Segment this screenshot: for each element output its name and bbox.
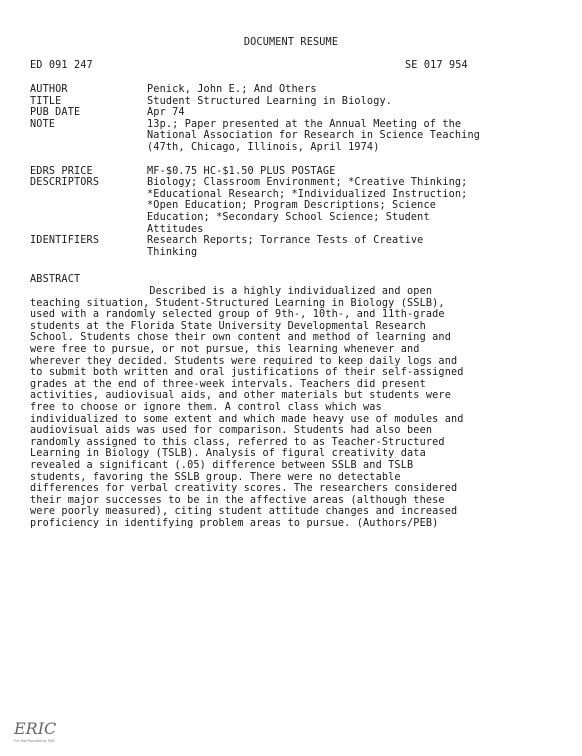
- field-value: [147, 96, 560, 108]
- field-label: EDRS PRICE: [30, 165, 93, 177]
- field-value-line: Thinking: [147, 246, 198, 258]
- ed-number: ED 091 247: [30, 60, 93, 71]
- abstract-line: students, favoring the SSLB group. There were no detectable: [30, 471, 401, 483]
- field-author: [30, 84, 560, 96]
- field-value: [147, 177, 560, 235]
- field-label: NOTE: [30, 118, 56, 130]
- field-value-line: Attitudes: [147, 223, 204, 235]
- abstract-line: School. Students chose their own content and method of learning and: [30, 332, 451, 344]
- eric-logo-subtitle: Full Text Provided by ERIC: [14, 739, 56, 743]
- field-title: [30, 96, 560, 108]
- abstract-body: [30, 286, 560, 529]
- abstract-line: revealed a significant (.05) difference between SSLB and TSLB: [30, 459, 414, 471]
- field-value-line: (47th, Chicago, Illinois, April 1974): [147, 141, 380, 153]
- field-label: AUTHOR: [30, 84, 68, 95]
- abstract-line: teaching situation, Student-Structured Learning in Biology (SSLB),: [30, 297, 445, 309]
- eric-logo-text: ERIC: [14, 719, 56, 738]
- field-value-line: *Educational Research; *Individualized Instruction;: [147, 188, 468, 200]
- abstract-line: were poorly measured), citing student attitude changes and increased: [30, 506, 458, 518]
- field-identifiers: [30, 235, 560, 258]
- field-descriptors: [30, 177, 560, 235]
- abstract-line: their major successes to be in the affective areas (although these: [30, 494, 445, 506]
- field-label: TITLE: [30, 95, 62, 107]
- abstract-line: students at the Florida State University Developmental Research: [30, 320, 426, 332]
- field-value-line: 13p.; Paper presented at the Annual Meeting of the: [147, 118, 462, 130]
- abstract-line: differences for verbal creativity scores. The researchers considered: [30, 483, 458, 495]
- field-label: DESCRIPTORS: [30, 177, 100, 189]
- abstract-line: randomly assigned to this class, referred to as Teacher-Structured: [30, 436, 445, 448]
- field-value-line: MF-$0.75 HC-$1.50 PLUS POSTAGE: [147, 165, 336, 177]
- field-value: [147, 235, 560, 258]
- abstract-line: individualized to some extent and which made heavy use of modules and: [30, 413, 464, 425]
- abstract-line: to submit both written and oral justifications of their self-assigned: [30, 367, 464, 379]
- abstract-line: used with a randomly selected group of 9th-, 10th-, and 11th-grade: [30, 309, 445, 321]
- field-value-line: Research Reports; Torrance Tests of Creative: [147, 235, 424, 247]
- field-note: [30, 119, 560, 154]
- field-value-line: Apr 74: [147, 107, 185, 119]
- abstract-line: Learning in Biology (TSLB). Analysis of figural creativity data: [30, 448, 426, 460]
- abstract-heading: ABSTRACT: [30, 274, 81, 285]
- field-value: [147, 107, 560, 119]
- field-value: [147, 119, 560, 154]
- field-value-line: Education; *Secondary School Science; Student: [147, 211, 430, 223]
- field-value: [147, 84, 560, 96]
- abstract-line: audiovisual aids was used for comparison. Students had also been: [30, 425, 433, 437]
- field-value-line: Biology; Classroom Environment; *Creative Thinking;: [147, 177, 468, 189]
- field-value-line: Student Structured Learning in Biology.: [147, 95, 393, 107]
- abstract-line: Described is a highly individualized and open: [30, 286, 433, 297]
- field-value-line: Penick, John E.; And Others: [147, 84, 317, 95]
- field-value: [147, 166, 560, 178]
- abstract-line: proficiency in identifying problem areas to pursue. (Authors/PEB): [30, 517, 439, 529]
- abstract-line: free to choose or ignore them. A control class which was: [30, 401, 382, 413]
- field-edrs-price: [30, 166, 560, 178]
- document-title: DOCUMENT RESUME: [243, 37, 339, 48]
- field-pub-date: [30, 107, 560, 119]
- field-value-line: National Association for Research in Science Teaching: [147, 130, 481, 142]
- field-label: PUB DATE: [30, 107, 81, 119]
- field-label: IDENTIFIERS: [30, 235, 100, 247]
- se-number: SE 017 954: [405, 60, 468, 71]
- abstract-line: grades at the end of three-week intervals. Teachers did present: [30, 378, 426, 390]
- eric-logo: [12, 712, 56, 748]
- field-value-line: *Open Education; Program Descriptions; Science: [147, 200, 437, 212]
- metadata-fields: [30, 84, 560, 258]
- abstract-line: activities, audiovisual aids, and other materials but students were: [30, 390, 451, 402]
- abstract-line: wherever they decided. Students were required to keep daily logs and: [30, 355, 458, 367]
- abstract-line: were free to pursue, or not pursue, this learning whenever and: [30, 343, 420, 355]
